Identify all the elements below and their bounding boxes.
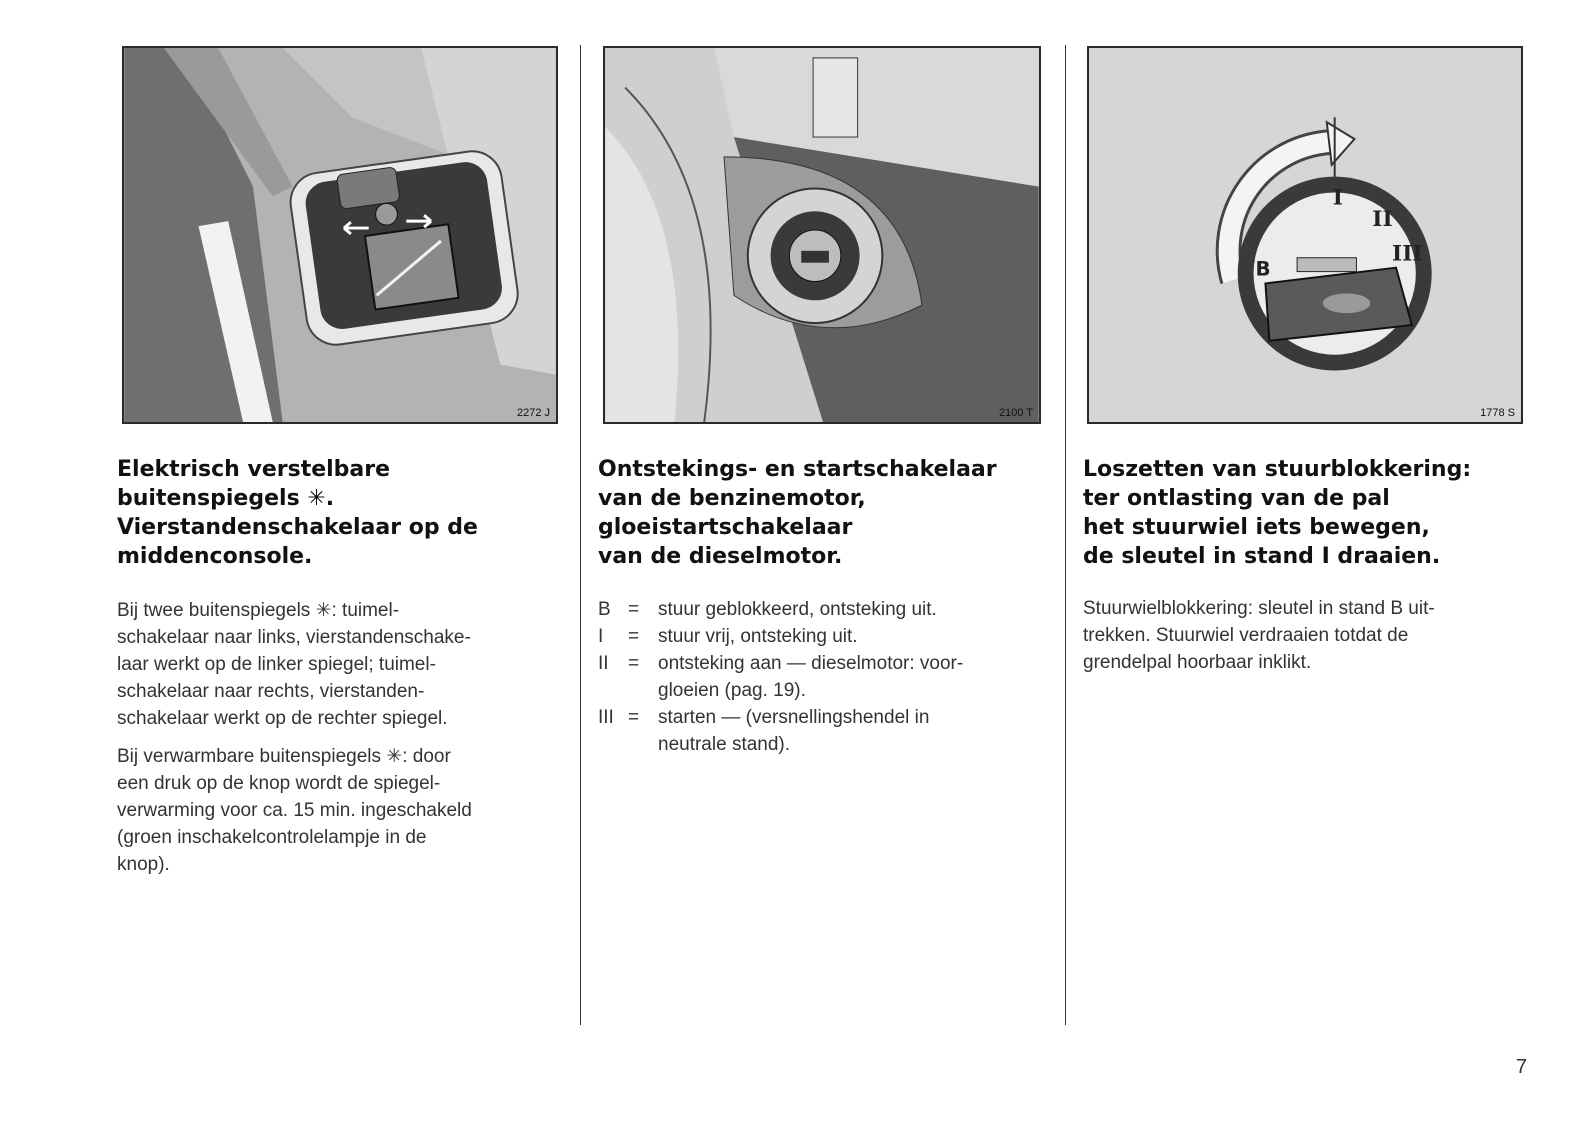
text-line: laar werkt op de linker spiegel; tuimel- (117, 654, 436, 675)
text-line: Bij verwarmbare buitenspiegels ✳: door (117, 746, 451, 767)
text-line: trekken. Stuurwiel verdraaien totdat de (1083, 625, 1409, 646)
dial-label-ii: II (1372, 207, 1393, 233)
text-line: gloeien (pag. 19). (658, 680, 806, 701)
column-divider-1 (580, 45, 581, 1025)
equals-sign: = (628, 599, 640, 620)
text-line: neutrale stand). (658, 734, 791, 755)
heading-line: Elektrisch verstelbare (117, 457, 391, 482)
position-b (598, 596, 963, 623)
text-line: starten — (versnellingshendel in (658, 707, 930, 728)
equals-sign: = (628, 707, 640, 728)
text-line: een druk op de knop wordt de spiegel- (117, 773, 441, 794)
equals-sign: = (628, 626, 640, 647)
paragraph-steering-lock (1083, 595, 1435, 676)
heading-ignition (598, 455, 997, 571)
heading-line: Ontstekings- en startschakelaar (598, 457, 997, 482)
heading-line: middenconsole. (117, 544, 313, 569)
heading-line: van de benzinemotor, (598, 486, 866, 511)
position-term: B (598, 599, 611, 620)
position-ii (598, 650, 963, 704)
paragraph-mirror-switch (117, 597, 471, 732)
heading-line: ter ontlasting van de pal (1083, 486, 1390, 511)
dial-label-iii: III (1392, 241, 1423, 267)
ignition-switch-illustration (605, 48, 1039, 422)
position-term: I (598, 626, 604, 647)
heading-line: Loszetten van stuurblokkering: (1083, 457, 1472, 482)
text-line: verwarming voor ca. 15 min. ingeschakeld (117, 800, 472, 821)
text-line: ontsteking aan — dieselmotor: voor- (658, 653, 964, 674)
text-line: Stuurwielblokkering: sleutel in stand B uit- (1083, 598, 1435, 619)
figure-steering-lock (1087, 46, 1523, 424)
page-number: 7 (1515, 1056, 1527, 1078)
paragraph-mirror-heating (117, 743, 472, 878)
text-line: stuur vrij, ontsteking uit. (658, 626, 858, 647)
position-description (658, 704, 929, 758)
position-description (658, 596, 937, 623)
ignition-positions-list (598, 596, 963, 758)
steering-lock-illustration (1089, 48, 1521, 422)
text-line: (groen inschakelcontrolelampje in de (117, 827, 427, 848)
dial-label-i: I (1332, 185, 1343, 211)
text-line: knop). (117, 854, 170, 875)
figure-mirror-switch (122, 46, 558, 424)
figure-code: 2272 J (516, 407, 550, 419)
figure-code: 2100 T (998, 407, 1033, 419)
text-line: schakelaar naar rechts, vierstanden- (117, 681, 425, 702)
position-term: III (598, 707, 614, 728)
heading-steering-lock (1083, 455, 1471, 571)
heading-line: de sleutel in stand I draaien. (1083, 544, 1441, 569)
heading-mirrors (117, 455, 478, 571)
position-i (598, 623, 963, 650)
text-line: Bij twee buitenspiegels ✳: tuimel- (117, 600, 400, 621)
figure-code: 1778 S (1480, 407, 1515, 419)
position-term: II (598, 653, 609, 674)
heading-line: buitenspiegels ✳. (117, 486, 335, 511)
heading-line: van de dieselmotor. (598, 544, 843, 569)
position-iii (598, 704, 963, 758)
heading-line: het stuurwiel iets bewegen, (1083, 515, 1430, 540)
heading-line: Vierstandenschakelaar op de (117, 515, 478, 540)
position-description (658, 623, 858, 650)
position-description (658, 650, 963, 704)
column-divider-2 (1065, 45, 1066, 1025)
text-line: grendelpal hoorbaar inklikt. (1083, 652, 1312, 673)
mirror-switch-illustration (124, 48, 556, 422)
text-line: stuur geblokkeerd, ontsteking uit. (658, 599, 937, 620)
text-line: schakelaar werkt op de rechter spiegel. (117, 708, 448, 729)
figure-ignition-switch (603, 46, 1041, 424)
text-line: schakelaar naar links, vierstandenschake- (117, 627, 471, 648)
equals-sign: = (628, 653, 640, 674)
heading-line: gloeistartschakelaar (598, 515, 853, 540)
dial-label-b: B (1255, 257, 1271, 281)
